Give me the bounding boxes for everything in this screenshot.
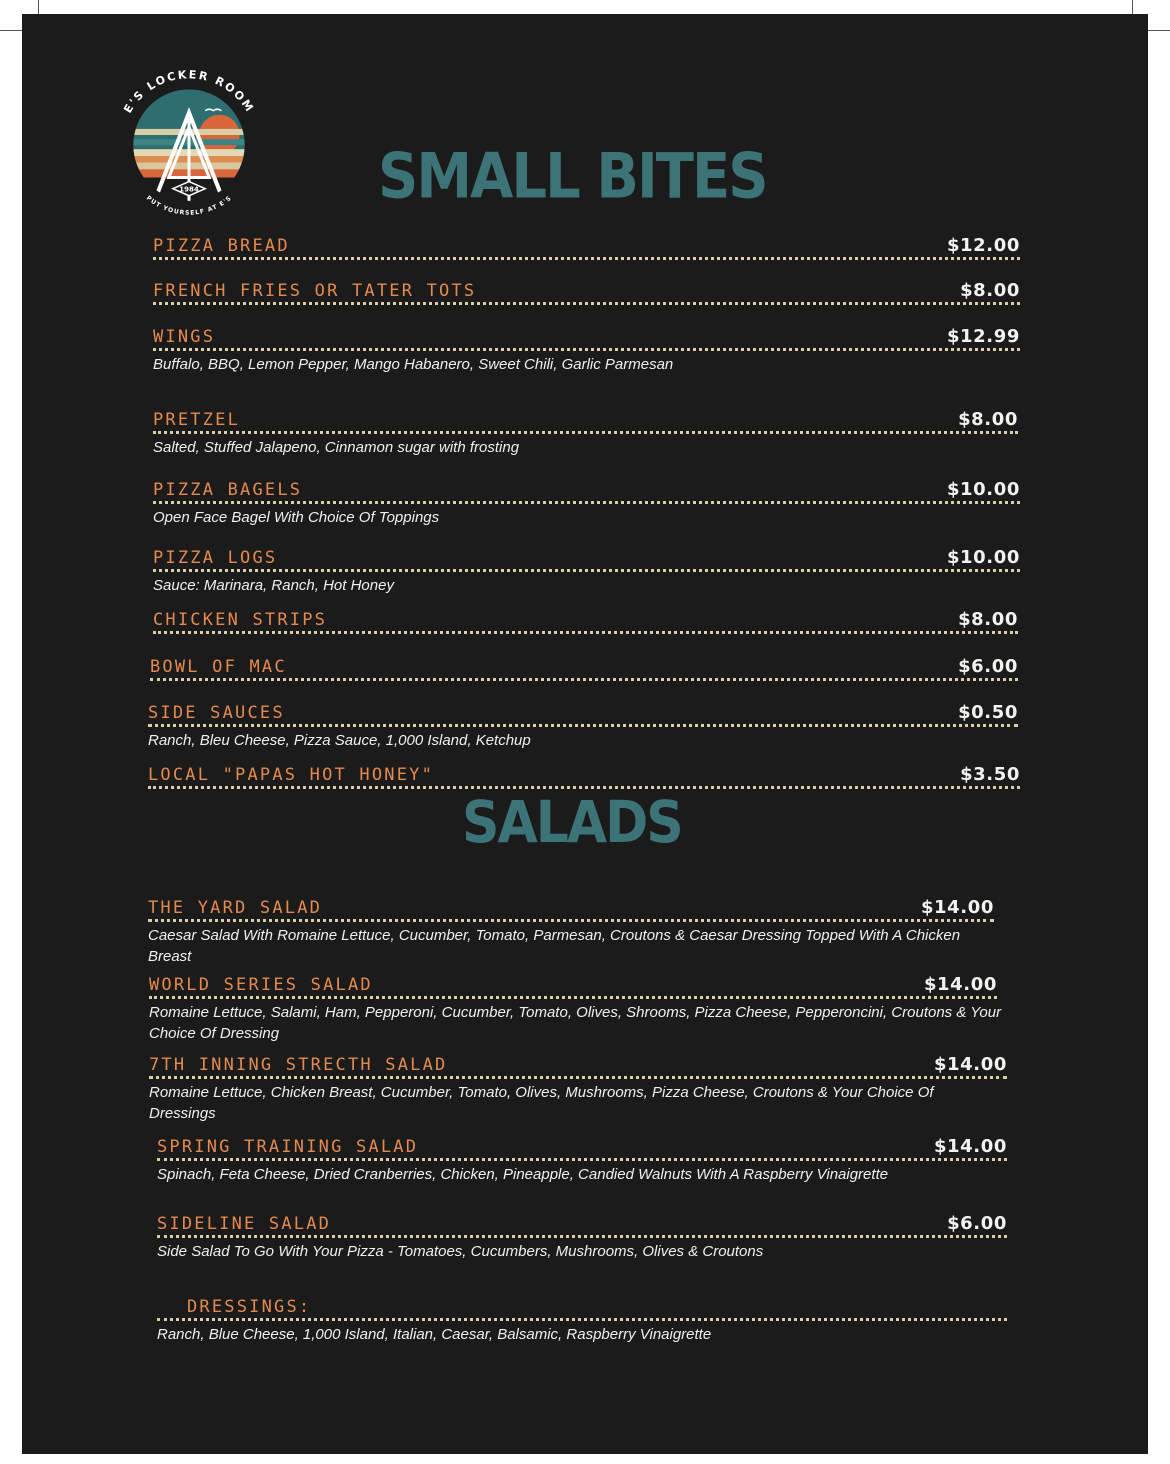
item-name: PIZZA BAGELS <box>153 480 303 500</box>
item-price: $12.00 <box>946 235 1020 256</box>
item-price: $6.00 <box>947 1213 1007 1234</box>
item-name: PIZZA LOGS <box>153 548 278 568</box>
item-price: $10.00 <box>946 547 1020 568</box>
item-description: Ranch, Blue Cheese, 1,000 Island, Italian, Caesar, Balsamic, Raspberry Vinaigrette <box>157 1326 712 1343</box>
item-description: Open Face Bagel With Choice Of Toppings <box>153 509 440 526</box>
crop-mark <box>1132 0 1133 14</box>
menu-item-bowl-of-mac <box>150 654 1018 681</box>
menu-item-pizza-bagels <box>153 477 1020 528</box>
item-name: SPRING TRAINING SALAD <box>157 1137 419 1157</box>
item-name: 7TH INNING STRECTH SALAD <box>149 1055 448 1075</box>
menu-item-yard-salad <box>148 895 994 967</box>
item-description: Buffalo, BBQ, Lemon Pepper, Mango Habanero, Sweet Chili, Garlic Parmesan <box>153 356 674 373</box>
crop-mark <box>0 30 22 31</box>
menu-item-wings <box>153 324 1020 375</box>
item-name: PRETZEL <box>153 410 241 430</box>
menu-item-chicken-strips <box>153 607 1018 634</box>
menu-item-papas-hot-honey <box>148 762 1020 789</box>
item-price: $8.00 <box>960 280 1020 301</box>
item-description: Caesar Salad With Romaine Lettuce, Cucumber, Tomato, Parmesan, Croutons & Caesar Dressing Topped With A Chicken Breast <box>148 927 961 965</box>
item-price: $8.00 <box>958 409 1018 430</box>
item-description: Salted, Stuffed Jalapeno, Cinnamon sugar with frosting <box>153 439 520 456</box>
crop-mark <box>1148 30 1170 31</box>
menu-page <box>22 14 1148 1454</box>
item-price: $6.00 <box>958 656 1018 677</box>
item-name: WORLD SERIES SALAD <box>149 975 373 995</box>
menu-item-pizza-bread <box>153 233 1020 260</box>
crop-mark <box>38 0 39 14</box>
logo-top-text: E'S LOCKER ROOM <box>121 68 257 116</box>
item-price: $8.00 <box>958 609 1018 630</box>
item-price: $10.00 <box>946 479 1020 500</box>
locker-room-logo <box>108 54 270 216</box>
item-name: THE YARD SALAD <box>148 898 323 918</box>
item-price: $14.00 <box>923 974 997 995</box>
item-price: $14.00 <box>933 1136 1007 1157</box>
menu-item-side-sauces <box>148 700 1018 751</box>
logo-bottom-text: PUT YOURSELF AT E'S <box>144 194 234 216</box>
item-description: Romaine Lettuce, Chicken Breast, Cucumber, Tomato, Olives, Mushrooms, Pizza Cheese, Croutons & Your Choice Of Dressings <box>149 1084 934 1122</box>
menu-item-7th-inning-salad <box>149 1052 1007 1124</box>
item-description: Sauce: Marinara, Ranch, Hot Honey <box>153 577 394 594</box>
menu-item-pizza-logs <box>153 545 1020 596</box>
item-description: Side Salad To Go With Your Pizza - Tomatoes, Cucumbers, Mushrooms, Olives & Croutons <box>157 1243 764 1260</box>
item-description: Romaine Lettuce, Salami, Ham, Pepperoni, Cucumber, Tomato, Olives, Shrooms, Pizza Cheese, Pepperoncini, Croutons & Your Choice Of Dressing <box>149 1004 1002 1042</box>
item-name: FRENCH FRIES OR TATER TOTS <box>153 281 477 301</box>
menu-item-spring-training-salad <box>157 1134 1007 1185</box>
item-name: BOWL OF MAC <box>150 657 287 677</box>
item-name: DRESSINGS: <box>187 1297 312 1317</box>
menu-item-dressings <box>157 1294 1007 1345</box>
item-name: PIZZA BREAD <box>153 236 290 256</box>
item-description: Spinach, Feta Cheese, Dried Cranberries, Chicken, Pineapple, Candied Walnuts With A Raspberry Vinaigrette <box>157 1166 889 1183</box>
logo-year: 1984 <box>179 184 199 194</box>
item-name: SIDE SAUCES <box>148 703 285 723</box>
menu-item-pretzel <box>153 407 1018 458</box>
item-name: LOCAL "PAPAS HOT HONEY" <box>148 765 435 785</box>
small-bites-title: SMALL BITES <box>378 140 767 214</box>
menu-item-sideline-salad <box>157 1211 1007 1262</box>
item-price: $14.00 <box>933 1054 1007 1075</box>
item-name: CHICKEN STRIPS <box>153 610 328 630</box>
menu-item-french-fries <box>153 278 1020 305</box>
item-name: WINGS <box>153 327 216 347</box>
item-price: $0.50 <box>958 702 1018 723</box>
salads-title: SALADS <box>462 789 682 857</box>
menu-item-world-series-salad <box>149 972 1002 1044</box>
item-name: SIDELINE SALAD <box>157 1214 332 1234</box>
item-price: $12.99 <box>946 326 1020 347</box>
item-description: Ranch, Bleu Cheese, Pizza Sauce, 1,000 Island, Ketchup <box>148 732 531 749</box>
item-price: $3.50 <box>960 764 1020 785</box>
item-price: $14.00 <box>920 897 994 918</box>
